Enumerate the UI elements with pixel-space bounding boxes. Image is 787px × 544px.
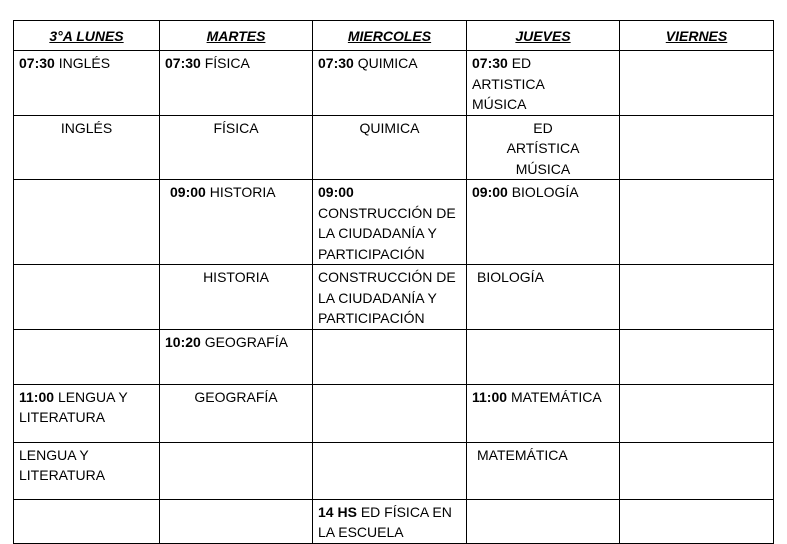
subject-name: INGLÉS <box>60 119 113 136</box>
schedule-cell <box>467 442 620 499</box>
subject-name: QUIMICA <box>357 55 418 71</box>
class-time: 07:30 <box>165 55 201 71</box>
schedule-cell <box>313 115 467 180</box>
schedule-cell <box>14 265 160 330</box>
schedule-cell <box>313 265 467 330</box>
schedule-cell <box>467 115 620 180</box>
schedule-cell <box>620 384 774 442</box>
schedule-cell <box>313 442 467 499</box>
header-lunes: 3°A LUNES <box>14 21 160 51</box>
schedule-cell <box>620 442 774 499</box>
class-time: 10:20 <box>165 333 201 350</box>
table-row <box>14 51 774 116</box>
schedule-cell <box>14 115 160 180</box>
schedule-cell <box>14 384 160 442</box>
schedule-cell <box>620 499 774 543</box>
schedule-cell <box>160 384 313 442</box>
schedule-cell <box>14 329 160 384</box>
class-time: 11:00 <box>19 388 55 405</box>
schedule-cell <box>467 329 620 384</box>
subject-name: CONSTRUCCIÓN DE LA CIUDADANÍA Y PARTICIPACIÓN <box>318 269 456 326</box>
table-row <box>14 265 774 330</box>
subject-name: MATEMÁTICA <box>510 388 602 405</box>
schedule-cell <box>14 499 160 543</box>
schedule-cell <box>160 51 313 116</box>
schedule-cell <box>467 51 620 116</box>
class-time: 07:30 <box>472 55 508 71</box>
header-jueves: JUEVES <box>467 21 620 51</box>
class-time: 09:00 <box>170 184 206 200</box>
table-row <box>14 442 774 499</box>
subject-name: CONSTRUCCIÓN DE LA CIUDADANÍA Y PARTICIPACIÓN <box>318 204 456 262</box>
schedule-cell <box>14 180 160 265</box>
schedule-table <box>13 20 774 544</box>
table-row <box>14 115 774 180</box>
schedule-cell <box>14 51 160 116</box>
schedule-cell <box>620 180 774 265</box>
schedule-cell <box>467 384 620 442</box>
schedule-cell <box>313 384 467 442</box>
schedule-cell <box>160 180 313 265</box>
subject-name: HISTORIA <box>209 184 276 200</box>
schedule-cell <box>160 329 313 384</box>
schedule-cell <box>313 499 467 543</box>
subject-name: FÍSICA <box>204 55 250 71</box>
subject-name: FÍSICA <box>213 119 259 136</box>
class-time: 11:00 <box>472 388 508 405</box>
subject-name: BIOLOGÍA <box>511 184 579 200</box>
subject-name: ED ARTISTICA MÚSICA <box>472 55 545 112</box>
header-miercoles: MIERCOLES <box>313 21 467 51</box>
subject-name: ED ARTÍSTICA MÚSICA <box>506 119 580 177</box>
schedule-cell <box>14 442 160 499</box>
subject-name: HISTORIA <box>203 269 269 285</box>
subject-name: INGLÉS <box>58 55 111 71</box>
schedule-cell <box>160 115 313 180</box>
subject-name: GEOGRAFÍA <box>194 388 278 405</box>
header-viernes: VIERNES <box>620 21 774 51</box>
header-row <box>14 21 774 51</box>
table-row <box>14 180 774 265</box>
subject-name: LENGUA Y LITERATURA <box>19 388 128 425</box>
schedule-cell <box>467 499 620 543</box>
subject-name: QUIMICA <box>359 119 420 136</box>
class-time: 07:30 <box>19 55 55 71</box>
schedule-cell <box>620 265 774 330</box>
class-time: 09:00 <box>472 184 508 200</box>
schedule-cell <box>160 265 313 330</box>
class-time: 07:30 <box>318 55 354 71</box>
schedule-cell <box>313 51 467 116</box>
subject-name: MATEMÁTICA <box>477 446 568 463</box>
schedule-cell <box>160 442 313 499</box>
schedule-cell <box>620 115 774 180</box>
schedule-cell <box>160 499 313 543</box>
table-row <box>14 499 774 543</box>
schedule-cell <box>313 180 467 265</box>
schedule-cell <box>467 265 620 330</box>
schedule-cell <box>467 180 620 265</box>
schedule-cell <box>620 51 774 116</box>
table-row <box>14 384 774 442</box>
subject-name: GEOGRAFÍA <box>204 333 288 350</box>
table-row <box>14 329 774 384</box>
subject-name: ED FÍSICA EN LA ESCUELA <box>318 503 452 540</box>
class-time: 09:00 <box>318 184 354 200</box>
header-martes: MARTES <box>160 21 313 51</box>
schedule-cell <box>620 329 774 384</box>
subject-name: BIOLOGÍA <box>477 269 544 285</box>
schedule-cell <box>313 329 467 384</box>
subject-name: LENGUA Y LITERATURA <box>19 446 106 483</box>
class-time: 14 HS <box>318 503 357 520</box>
